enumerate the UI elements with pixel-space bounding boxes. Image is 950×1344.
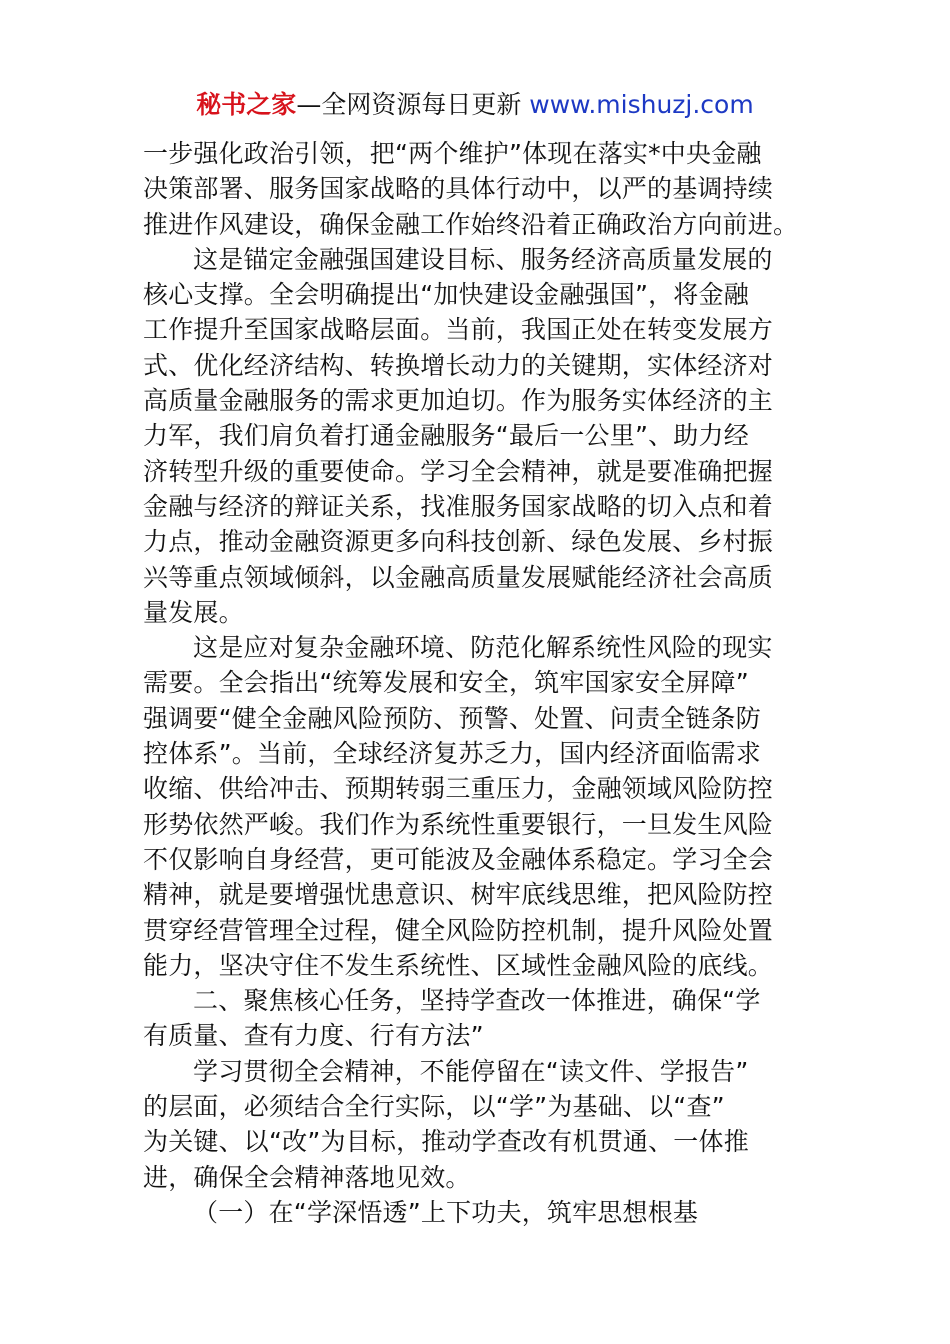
text-line: 一步强化政治引领，把“两个维护”体现在落实*中央金融 — [143, 139, 762, 168]
text-line: 精神，就是要增强忧患意识、树牢底线思维，把风险防控 — [143, 880, 774, 910]
text-line: 核心支撑。全会明确提出“加快建设金融强国”，将金融 — [143, 280, 749, 310]
paragraph-start-line: 学习贯彻全会精神，不能停留在“读文件、学报告” — [193, 1056, 749, 1086]
text-line: 能力，坚决守住不发生系统性、区域性金融风险的底线。 — [143, 950, 774, 980]
text-line: 进，确保全会精神落地见效。 — [143, 1162, 471, 1192]
paragraph-start-line: 这是锚定金融强国建设目标、服务经济高质量发展的 — [193, 244, 773, 274]
text-line: 高质量金融服务的需求更加迫切。作为服务实体经济的主 — [143, 386, 774, 416]
text-line: 控体系”。当前，全球经济复苏乏力，国内经济面临需求 — [143, 739, 761, 769]
text-line: 的层面，必须结合全行实际，以“学”为基础、以“查” — [143, 1092, 725, 1122]
brand-name: 秘书之家 — [196, 90, 297, 119]
text-line: 收缩、供给冲击、预期转弱三重压力，金融领域风险防控 — [143, 774, 774, 804]
text-line: 量发展。 — [143, 597, 244, 627]
subsection-heading-line: （一）在“学深悟透”上下功夫，筑牢思想根基 — [193, 1197, 699, 1227]
section-heading-line: 二、聚焦核心任务，坚持学查改一体推进，确保“学 — [193, 986, 761, 1016]
document-body — [143, 136, 807, 1230]
text-line: 式、优化经济结构、转换增长动力的关键期，实体经济对 — [143, 350, 774, 380]
text-line: 为关键、以“改”为目标，推动学查改有机贯通、一体推 — [143, 1127, 749, 1157]
text-line: 强调要“健全金融风险预防、预警、处置、问责全链条防 — [143, 703, 761, 733]
paragraph-start-line: 这是应对复杂金融环境、防范化解系统性风险的现实 — [193, 633, 773, 663]
text-line: 力军，我们肩负着打通金融服务“最后一公里”、助力经 — [143, 421, 749, 451]
text-line: 兴等重点领域倾斜，以金融高质量发展赋能经济社会高质 — [143, 562, 774, 592]
text-line: 工作提升至国家战略层面。当前，我国正处在转变发展方 — [143, 315, 774, 345]
text-line: 形势依然严峻。我们作为系统性重要银行，一旦发生风险 — [143, 809, 774, 839]
site-url-link[interactable]: www.mishuzj.com — [529, 90, 754, 119]
section-heading-line: 有质量、查有力度、行有方法” — [143, 1021, 484, 1051]
text-line: 贯穿经营管理全过程，健全风险防控机制，提升风险处置 — [143, 915, 774, 945]
text-line: 金融与经济的辩证关系，找准服务国家战略的切入点和着 — [143, 491, 774, 521]
text-line: 力点，推动金融资源更多向科技创新、绿色发展、乡村振 — [143, 527, 774, 557]
site-header — [0, 88, 950, 122]
text-line: 推进作风建设，确保金融工作始终沿着正确政治方向前进。 — [143, 209, 799, 239]
header-tagline: —全网资源每日更新 — [296, 90, 522, 119]
text-line: 需要。全会指出“统筹发展和安全，筑牢国家安全屏障” — [143, 668, 749, 698]
text-line: 决策部署、服务国家战略的具体行动中，以严的基调持续 — [143, 174, 774, 204]
text-line: 不仅影响自身经营，更可能波及金融体系稳定。学习全会 — [143, 844, 774, 874]
text-line: 济转型升级的重要使命。学习全会精神，就是要准确把握 — [143, 456, 774, 486]
